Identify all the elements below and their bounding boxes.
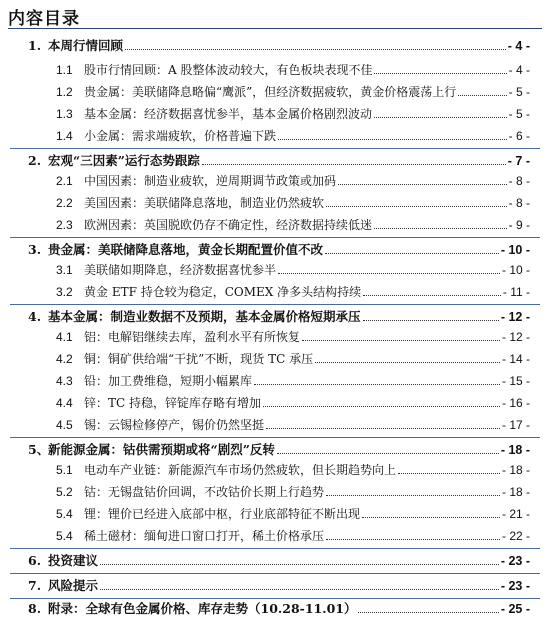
toc-subsection-entry[interactable] — [0, 369, 550, 389]
toc-entry-title: 中国因素：制造业疲软，逆周期调节政策或加码 — [84, 174, 337, 188]
dot-leader — [302, 340, 500, 341]
section-divider — [10, 148, 540, 149]
toc-entry-title: 铅：加工费维稳，短期小幅累库 — [84, 374, 253, 388]
toc-subsection-entry[interactable] — [0, 169, 550, 189]
toc-entry-title: 铝：电解铝继续去库，盈利水平有所恢复 — [84, 330, 301, 344]
toc-entry-title: 宏观“三因素”运行态势跟踪 — [48, 153, 200, 168]
dot-leader — [125, 49, 506, 50]
dot-leader — [326, 495, 500, 496]
toc-page-number: - 5 - — [508, 85, 530, 99]
toc-page-number: - 7 - — [507, 154, 530, 168]
toc-page-number: - 11 - — [502, 285, 530, 299]
toc-entry-number: 1.2 — [56, 85, 73, 99]
toc-page-number: - 18 - — [501, 463, 530, 477]
toc-subsection-entry[interactable] — [0, 80, 550, 100]
dot-leader — [202, 164, 506, 165]
toc-entry-number: 4.4 — [56, 396, 73, 410]
toc-entry-number: 3.2 — [56, 285, 73, 299]
toc-page-number: - 12 - — [500, 310, 530, 324]
section-divider — [10, 598, 540, 599]
toc-entry-title: 铜：铜矿供给端“干扰”不断，现货 TC 承压 — [84, 352, 314, 366]
dot-leader — [100, 589, 499, 590]
section-divider — [10, 573, 540, 574]
toc-entry-title: 风险提示 — [48, 578, 99, 593]
toc-entry-number: 2.1 — [56, 174, 73, 188]
dot-leader — [398, 473, 500, 474]
toc-entry-number: 3. — [28, 242, 42, 257]
toc-entry-title: 贵金属：美联储降息落地，黄金长期配置价值不改 — [48, 242, 324, 257]
toc-entry-title: 欧洲因素：英国脱欧仍存不确定性，经济数据持续低迷 — [84, 218, 373, 232]
toc-page-number: - 21 - — [501, 507, 530, 521]
toc-entry-number: 2.2 — [56, 196, 73, 210]
toc-entry-title: 稀土磁材：缅甸进口窗口打开，稀土价格承压 — [84, 529, 325, 543]
toc-page-number: - 4 - — [507, 39, 530, 53]
toc-section-entry[interactable] — [0, 597, 550, 617]
toc-section-entry[interactable] — [0, 305, 550, 325]
toc-entry-title: 黄金 ETF 持仓较为稳定，COMEX 净多头结构持续 — [84, 285, 362, 299]
toc-entry-title: 美联储如期降息，经济数据喜忧参半 — [84, 263, 277, 277]
section-divider — [10, 304, 540, 305]
toc-subsection-entry[interactable] — [0, 280, 550, 300]
toc-section-entry[interactable] — [0, 34, 550, 54]
toc-entry-number: 4.1 — [56, 330, 73, 344]
section-divider — [10, 548, 540, 549]
toc-section-entry[interactable] — [0, 549, 550, 569]
dot-leader — [326, 206, 507, 207]
toc-subsection-entry[interactable] — [0, 213, 550, 233]
toc-entry-title: 锌：TC 持稳，锌锭库存略有增加 — [84, 396, 262, 410]
toc-subsection-entry[interactable] — [0, 124, 550, 144]
toc-page-number: - 8 - — [508, 196, 530, 210]
dot-leader — [263, 406, 500, 407]
toc-page-number: - 10 - — [501, 263, 530, 277]
toc-entry-title: 本周行情回顾 — [48, 38, 124, 53]
dot-leader — [363, 320, 499, 321]
toc-subsection-entry[interactable] — [0, 58, 550, 78]
toc-entry-number: 1.3 — [56, 107, 73, 121]
dot-leader — [315, 362, 500, 363]
toc-entry-number: 2.3 — [56, 218, 73, 232]
toc-entry-title: 锡：云锡检修停产，锡价仍然坚挺 — [84, 418, 265, 432]
toc-page-number: - 22 - — [501, 529, 530, 543]
toc-subsection-entry[interactable] — [0, 502, 550, 522]
toc-subsection-entry[interactable] — [0, 458, 550, 478]
toc-entry-number: 1. — [28, 38, 42, 53]
section-divider — [10, 437, 540, 438]
page-title: 内容目录 — [8, 9, 80, 29]
toc-entry-number: 5、 — [28, 442, 50, 457]
toc-entry-number: 4.5 — [56, 418, 73, 432]
dot-leader — [374, 228, 507, 229]
toc-page-number: - 23 - — [500, 579, 530, 593]
toc-subsection-entry[interactable] — [0, 102, 550, 122]
dot-leader — [100, 564, 499, 565]
toc-entry-title: 股市行情回顾：A 股整体波动较大，有色板块表现不佳 — [84, 63, 373, 77]
toc-entry-title: 贵金属：美联储降息略偏“鹰派”，但经济数据疲软，黄金价格震荡上行 — [84, 85, 457, 99]
dot-leader — [363, 295, 501, 296]
toc-page-number: - 15 - — [501, 374, 530, 388]
toc-entry-title: 钴：无锡盘钴价回调，不改钴价长期上行趋势 — [84, 485, 325, 499]
toc-entry-title: 锂：锂价已经进入底部中枢，行业底部特征不断出现 — [84, 507, 361, 521]
toc-page-number: - 9 - — [508, 218, 530, 232]
toc-subsection-entry[interactable] — [0, 524, 550, 544]
toc-section-entry[interactable] — [0, 438, 550, 458]
dot-leader — [326, 539, 500, 540]
toc-entry-number: 2. — [28, 153, 42, 168]
toc-entry-number: 4.2 — [56, 352, 73, 366]
dot-leader — [266, 428, 500, 429]
toc-section-entry[interactable] — [0, 574, 550, 594]
dot-leader — [362, 517, 500, 518]
toc-page-number: - 17 - — [501, 418, 530, 432]
toc-subsection-entry[interactable] — [0, 191, 550, 211]
toc-page-number: - 4 - — [508, 63, 530, 77]
toc-page-number: - 5 - — [508, 107, 530, 121]
toc-page-number: - 18 - — [500, 443, 530, 457]
dot-leader — [254, 384, 500, 385]
toc-entry-title: 基本金属：经济数据喜忧参半，基本金属价格剧烈波动 — [84, 107, 373, 121]
toc-subsection-entry[interactable] — [0, 258, 550, 278]
toc-entry-number: 4.3 — [56, 374, 73, 388]
toc-entry-number: 5.4 — [56, 529, 73, 543]
toc-page-number: - 23 - — [500, 554, 530, 568]
toc-entry-title: 附录：全球有色金属价格、库存走势（10.28-11.01） — [48, 601, 357, 616]
dot-leader — [458, 95, 506, 96]
toc-section-entry[interactable] — [0, 149, 550, 169]
toc-section-entry[interactable] — [0, 238, 550, 258]
toc-entry-number: 1.1 — [56, 63, 73, 77]
toc-page-number: - 8 - — [508, 174, 530, 188]
section-divider — [10, 237, 540, 238]
toc-entry-title: 投资建议 — [48, 553, 99, 568]
toc-subsection-entry[interactable] — [0, 413, 550, 433]
toc-entry-number: 5.2 — [56, 485, 73, 499]
toc-entry-title: 美国因素：美联储降息落地，制造业仍然疲软 — [84, 196, 325, 210]
toc-entry-number: 3.1 — [56, 263, 73, 277]
toc-entry-title: 新能源金属：钴供需预期或将“剧烈”反转 — [48, 442, 275, 457]
toc-subsection-entry[interactable] — [0, 391, 550, 411]
dot-leader — [277, 453, 499, 454]
toc-entry-title: 小金属：需求端疲软，价格普遍下跌 — [84, 129, 277, 143]
toc-entry-number: 8. — [28, 601, 42, 616]
toc-entry-number: 6. — [28, 553, 42, 568]
dot-leader — [374, 117, 507, 118]
toc-entry-number: 4. — [28, 309, 42, 324]
toc-page-number: - 18 - — [501, 485, 530, 499]
dot-leader — [278, 273, 500, 274]
dot-leader — [358, 612, 498, 613]
toc-entry-title: 电动车产业链：新能源汽车市场仍然疲软，但长期趋势向上 — [84, 463, 397, 477]
toc-page-number: - 14 - — [501, 352, 530, 366]
toc-entry-number: 5.1 — [56, 463, 73, 477]
toc-subsection-entry[interactable] — [0, 325, 550, 345]
toc-page-number: - 25 - — [500, 602, 530, 616]
dot-leader — [374, 73, 506, 74]
dot-leader — [338, 184, 507, 185]
toc-entry-number: 5.4 — [56, 507, 73, 521]
toc-subsection-entry[interactable] — [0, 480, 550, 500]
toc-page-number: - 6 - — [508, 129, 530, 143]
toc-entry-number: 1.4 — [56, 129, 73, 143]
toc-entry-number: 7. — [28, 578, 42, 593]
toc-page-number: - 12 - — [501, 330, 530, 344]
toc-entry-title: 基本金属：制造业数据不及预期，基本金属价格短期承压 — [48, 309, 361, 324]
dot-leader — [278, 139, 507, 140]
toc-subsection-entry[interactable] — [0, 347, 550, 367]
dot-leader — [325, 253, 499, 254]
toc-page-number: - 16 - — [501, 396, 530, 410]
toc-page-number: - 10 - — [500, 243, 530, 257]
